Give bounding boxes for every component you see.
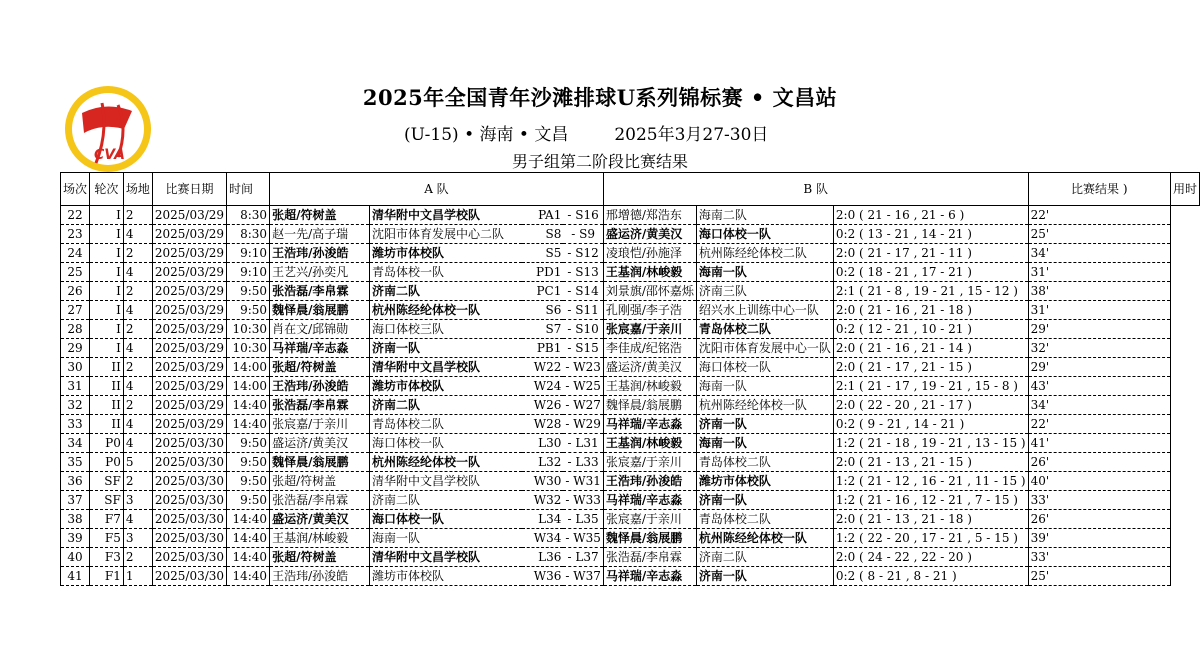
cell-match-no: 36 <box>61 472 90 491</box>
cell-team-b-code: - S11 <box>563 301 603 320</box>
cell-duration: 40' <box>1028 472 1170 491</box>
col-result: 比赛结果 ) <box>1028 173 1170 206</box>
cell-team-b-code: - W27 <box>563 396 603 415</box>
cell-team-b-players: 李佳成/纪铭浩 <box>603 339 696 358</box>
cell-team-b-players: 张浩磊/李帛霖 <box>603 548 696 567</box>
table-row <box>61 339 1200 358</box>
cell-court: 2 <box>123 358 152 377</box>
cell-time: 14:40 <box>227 415 270 434</box>
cell-team-b-name: 济南三队 <box>696 282 833 301</box>
cell-date: 2025/03/29 <box>152 301 226 320</box>
cell-duration: 22' <box>1028 206 1170 225</box>
table-row <box>61 491 1200 510</box>
cell-team-a-players: 魏怿晨/翁展鹏 <box>270 301 370 320</box>
table-row <box>61 510 1200 529</box>
cell-team-a-code: L32 <box>522 453 563 472</box>
cell-round: I <box>90 339 124 358</box>
cell-duration: 33' <box>1028 491 1170 510</box>
cell-team-a-name: 海口体校三队 <box>370 320 522 339</box>
table-row <box>61 472 1200 491</box>
cell-team-b-name: 青岛体校二队 <box>696 510 833 529</box>
cell-result: 0:2 ( 13 - 21 , 14 - 21 ) <box>833 225 1028 244</box>
cell-date: 2025/03/30 <box>152 567 226 586</box>
cell-team-b-name: 青岛体校二队 <box>696 320 833 339</box>
cell-duration: 25' <box>1028 225 1170 244</box>
cell-date: 2025/03/30 <box>152 434 226 453</box>
cell-duration: 33' <box>1028 548 1170 567</box>
cell-team-b-name: 绍兴水上训练中心一队 <box>696 301 833 320</box>
cell-team-a-players: 张浩磊/李帛霖 <box>270 396 370 415</box>
cell-result: 2:0 ( 22 - 20 , 21 - 17 ) <box>833 396 1028 415</box>
cell-team-b-players: 魏怿晨/翁展鹏 <box>603 529 696 548</box>
col-round: 轮次 <box>90 173 124 206</box>
cell-round: II <box>90 358 124 377</box>
cell-time: 14:40 <box>227 548 270 567</box>
table-row <box>61 225 1200 244</box>
cell-team-a-name: 清华附中文昌学校队 <box>370 472 522 491</box>
cell-team-a-name: 海口体校一队 <box>370 434 522 453</box>
cell-team-a-name: 清华附中文昌学校队 <box>370 548 522 567</box>
cell-court: 3 <box>123 491 152 510</box>
cell-team-b-code: - W31 <box>563 472 603 491</box>
cell-match-no: 31 <box>61 377 90 396</box>
cell-team-a-name: 杭州陈经纶体校一队 <box>370 301 522 320</box>
cell-team-b-code: - L35 <box>563 510 603 529</box>
cell-court: 2 <box>123 320 152 339</box>
cell-team-b-code: - W33 <box>563 491 603 510</box>
col-team-a: A 队 <box>270 173 604 206</box>
cell-result: 2:0 ( 21 - 16 , 21 - 18 ) <box>833 301 1028 320</box>
cell-match-no: 40 <box>61 548 90 567</box>
table-row <box>61 415 1200 434</box>
cell-team-b-code: - L33 <box>563 453 603 472</box>
table-row <box>61 301 1200 320</box>
cell-team-a-name: 海口体校一队 <box>370 510 522 529</box>
cell-team-b-players: 张宸嘉/于亲川 <box>603 453 696 472</box>
table-row <box>61 434 1200 453</box>
cell-round: I <box>90 301 124 320</box>
cell-round: F3 <box>90 548 124 567</box>
cell-team-a-code: S7 <box>522 320 563 339</box>
cell-team-a-players: 张超/符树盖 <box>270 206 370 225</box>
cell-time: 9:10 <box>227 263 270 282</box>
cell-match-no: 29 <box>61 339 90 358</box>
cell-team-a-players: 赵一先/高子瑞 <box>270 225 370 244</box>
cell-team-a-name: 海南一队 <box>370 529 522 548</box>
table-row <box>61 206 1200 225</box>
cell-duration: 38' <box>1028 282 1170 301</box>
cell-team-a-code: L34 <box>522 510 563 529</box>
cell-team-b-name: 潍坊市体校队 <box>696 472 833 491</box>
cell-match-no: 41 <box>61 567 90 586</box>
cell-result: 2:1 ( 21 - 17 , 19 - 21 , 15 - 8 ) <box>833 377 1028 396</box>
cell-court: 4 <box>123 510 152 529</box>
cell-court: 4 <box>123 377 152 396</box>
cell-team-a-name: 清华附中文昌学校队 <box>370 206 522 225</box>
cell-date: 2025/03/29 <box>152 415 226 434</box>
cell-result: 0:2 ( 8 - 21 , 8 - 21 ) <box>833 567 1028 586</box>
cell-team-b-name: 济南一队 <box>696 567 833 586</box>
results-table <box>60 172 1200 586</box>
cell-team-a-code: PA1 <box>522 206 563 225</box>
cell-court: 4 <box>123 339 152 358</box>
event-subtitle <box>404 120 768 145</box>
cell-team-a-code: W24 <box>522 377 563 396</box>
cell-team-a-code: W26 <box>522 396 563 415</box>
table-row <box>61 263 1200 282</box>
cell-team-b-players: 盛运济/黄美汉 <box>603 358 696 377</box>
cell-duration: 31' <box>1028 263 1170 282</box>
cell-team-a-players: 王基润/林峻毅 <box>270 529 370 548</box>
cell-team-a-code: L36 <box>522 548 563 567</box>
cell-date: 2025/03/29 <box>152 282 226 301</box>
cell-team-b-name: 海南一队 <box>696 377 833 396</box>
cell-team-b-players: 张宸嘉/于亲川 <box>603 510 696 529</box>
cell-team-a-name: 济南二队 <box>370 491 522 510</box>
cell-time: 8:30 <box>227 206 270 225</box>
cell-court: 4 <box>123 415 152 434</box>
cell-time: 9:50 <box>227 434 270 453</box>
cell-match-no: 28 <box>61 320 90 339</box>
cell-time: 14:00 <box>227 377 270 396</box>
cell-time: 14:00 <box>227 358 270 377</box>
cell-team-b-name: 海南一队 <box>696 263 833 282</box>
cell-match-no: 22 <box>61 206 90 225</box>
cell-team-b-name: 海南二队 <box>696 206 833 225</box>
cell-team-b-code: - W35 <box>563 529 603 548</box>
cell-time: 9:50 <box>227 472 270 491</box>
cell-team-a-name: 济南一队 <box>370 339 522 358</box>
cell-team-b-players: 马祥瑞/辛志淼 <box>603 491 696 510</box>
cell-round: I <box>90 206 124 225</box>
cell-team-b-code: - L37 <box>563 548 603 567</box>
cell-date: 2025/03/29 <box>152 206 226 225</box>
cell-court: 4 <box>123 225 152 244</box>
cell-result: 2:0 ( 21 - 16 , 21 - 14 ) <box>833 339 1028 358</box>
cell-court: 2 <box>123 548 152 567</box>
cell-team-a-name: 济南二队 <box>370 282 522 301</box>
cell-time: 9:10 <box>227 244 270 263</box>
cell-duration: 32' <box>1028 339 1170 358</box>
cell-team-a-name: 潍坊市体校队 <box>370 567 522 586</box>
cell-duration: 31' <box>1028 301 1170 320</box>
cell-round: SF <box>90 491 124 510</box>
phase-title: 男子组第二阶段比赛结果 <box>511 152 688 171</box>
table-row <box>61 529 1200 548</box>
cell-match-no: 38 <box>61 510 90 529</box>
table-row <box>61 453 1200 472</box>
cell-court: 2 <box>123 282 152 301</box>
cell-match-no: 39 <box>61 529 90 548</box>
svg-text:CVA: CVA <box>94 147 125 163</box>
cell-team-b-code: - S16 <box>563 206 603 225</box>
cell-duration: 39' <box>1028 529 1170 548</box>
cell-round: SF <box>90 472 124 491</box>
cell-team-a-players: 张超/符树盖 <box>270 472 370 491</box>
table-row <box>61 358 1200 377</box>
cell-court: 2 <box>123 396 152 415</box>
cell-team-a-players: 肖在文/邱锦勋 <box>270 320 370 339</box>
cell-team-a-name: 青岛体校二队 <box>370 415 522 434</box>
cell-match-no: 32 <box>61 396 90 415</box>
table-row <box>61 548 1200 567</box>
event-location: (U-15) • 海南 • 文昌 <box>404 125 569 145</box>
cell-result: 2:0 ( 21 - 16 , 21 - 6 ) <box>833 206 1028 225</box>
cell-match-no: 37 <box>61 491 90 510</box>
cell-team-a-players: 王艺兴/孙奕凡 <box>270 263 370 282</box>
cell-date: 2025/03/30 <box>152 472 226 491</box>
cell-team-b-code: - S13 <box>563 263 603 282</box>
cell-team-a-name: 潍坊市体校队 <box>370 377 522 396</box>
cell-duration: 29' <box>1028 320 1170 339</box>
cell-team-a-name: 潍坊市体校队 <box>370 244 522 263</box>
cell-team-b-code: - W37 <box>563 567 603 586</box>
cell-team-a-name: 青岛体校一队 <box>370 263 522 282</box>
cell-court: 2 <box>123 206 152 225</box>
cell-team-a-players: 张超/符树盖 <box>270 548 370 567</box>
cell-team-a-code: S5 <box>522 244 563 263</box>
cell-team-b-name: 济南一队 <box>696 415 833 434</box>
cell-team-b-players: 马祥瑞/辛志淼 <box>603 567 696 586</box>
cell-round: I <box>90 282 124 301</box>
cell-team-b-players: 刘景旗/邵怀嘉烁 <box>603 282 696 301</box>
cell-court: 2 <box>123 244 152 263</box>
cell-date: 2025/03/30 <box>152 510 226 529</box>
cell-time: 14:40 <box>227 567 270 586</box>
cell-match-no: 24 <box>61 244 90 263</box>
cell-result: 1:2 ( 22 - 20 , 17 - 21 , 5 - 15 ) <box>833 529 1028 548</box>
cell-team-b-code: - S12 <box>563 244 603 263</box>
cell-time: 10:30 <box>227 320 270 339</box>
cell-result: 2:1 ( 21 - 8 , 19 - 21 , 15 - 12 ) <box>833 282 1028 301</box>
cell-team-a-players: 王浩玮/孙浚皓 <box>270 377 370 396</box>
col-team-b: B 队 <box>603 173 1028 206</box>
cell-duration: 43' <box>1028 377 1170 396</box>
cell-date: 2025/03/29 <box>152 244 226 263</box>
cell-team-b-players: 邢增德/郑浩东 <box>603 206 696 225</box>
cell-team-b-players: 王基润/林峻毅 <box>603 263 696 282</box>
cell-date: 2025/03/29 <box>152 263 226 282</box>
cell-round: I <box>90 320 124 339</box>
cell-round: F7 <box>90 510 124 529</box>
cell-team-b-players: 张宸嘉/于亲川 <box>603 320 696 339</box>
cell-match-no: 35 <box>61 453 90 472</box>
cell-team-a-players: 魏怿晨/翁展鹏 <box>270 453 370 472</box>
cell-round: F1 <box>90 567 124 586</box>
cell-match-no: 26 <box>61 282 90 301</box>
cell-team-a-name: 沈阳市体育发展中心二队 <box>370 225 522 244</box>
cell-team-b-code: - W23 <box>563 358 603 377</box>
cell-date: 2025/03/29 <box>152 377 226 396</box>
cell-team-b-name: 杭州陈经纶体校二队 <box>696 244 833 263</box>
col-duration: 用时 <box>1170 173 1199 206</box>
cell-result: 1:2 ( 21 - 18 , 19 - 21 , 13 - 15 ) <box>833 434 1028 453</box>
cell-court: 3 <box>123 529 152 548</box>
cell-round: II <box>90 415 124 434</box>
cell-team-a-code: W32 <box>522 491 563 510</box>
cell-team-b-players: 王基润/林峻毅 <box>603 377 696 396</box>
cell-court: 2 <box>123 472 152 491</box>
cell-time: 14:40 <box>227 510 270 529</box>
cell-round: P0 <box>90 453 124 472</box>
cell-round: F5 <box>90 529 124 548</box>
cell-duration: 34' <box>1028 396 1170 415</box>
cell-match-no: 25 <box>61 263 90 282</box>
cell-team-b-players: 凌琅恺/孙施泽 <box>603 244 696 263</box>
cell-team-a-code: W34 <box>522 529 563 548</box>
cell-team-b-players: 孔刚强/李子浩 <box>603 301 696 320</box>
table-row <box>61 244 1200 263</box>
cell-team-b-players: 马祥瑞/辛志淼 <box>603 415 696 434</box>
cell-team-b-players: 王基润/林峻毅 <box>603 434 696 453</box>
cell-team-a-players: 盛运济/黄美汉 <box>270 434 370 453</box>
cell-team-a-players: 盛运济/黄美汉 <box>270 510 370 529</box>
cell-round: II <box>90 377 124 396</box>
cell-time: 9:50 <box>227 453 270 472</box>
cell-team-b-name: 沈阳市体育发展中心一队 <box>696 339 833 358</box>
cell-duration: 26' <box>1028 453 1170 472</box>
cell-result: 1:2 ( 21 - 12 , 16 - 21 , 11 - 15 ) <box>833 472 1028 491</box>
cell-match-no: 27 <box>61 301 90 320</box>
cell-team-a-players: 张超/符树盖 <box>270 358 370 377</box>
cell-team-b-name: 济南二队 <box>696 548 833 567</box>
cell-duration: 34' <box>1028 244 1170 263</box>
cell-team-b-code: - S14 <box>563 282 603 301</box>
cell-result: 2:0 ( 21 - 13 , 21 - 15 ) <box>833 453 1028 472</box>
cell-team-b-code: - S15 <box>563 339 603 358</box>
cell-team-b-players: 王浩玮/孙浚皓 <box>603 472 696 491</box>
cell-match-no: 34 <box>61 434 90 453</box>
cell-match-no: 23 <box>61 225 90 244</box>
table-header-row <box>61 173 1200 206</box>
cell-round: P0 <box>90 434 124 453</box>
cell-court: 4 <box>123 301 152 320</box>
table-row <box>61 396 1200 415</box>
cell-team-a-players: 张浩磊/李帛霖 <box>270 491 370 510</box>
col-court: 场地 <box>123 173 152 206</box>
cell-round: I <box>90 263 124 282</box>
cell-team-b-code: - W29 <box>563 415 603 434</box>
cell-date: 2025/03/29 <box>152 320 226 339</box>
cell-time: 10:30 <box>227 339 270 358</box>
cell-team-b-code: - S9 <box>563 225 603 244</box>
cell-team-a-code: PC1 <box>522 282 563 301</box>
cell-result: 2:0 ( 21 - 17 , 21 - 15 ) <box>833 358 1028 377</box>
cell-team-a-code: S6 <box>522 301 563 320</box>
cell-team-b-name: 青岛体校二队 <box>696 453 833 472</box>
cell-duration: 29' <box>1028 358 1170 377</box>
cell-team-a-code: PB1 <box>522 339 563 358</box>
cell-team-a-players: 张宸嘉/于亲川 <box>270 415 370 434</box>
cell-team-b-code: - S10 <box>563 320 603 339</box>
cell-result: 2:0 ( 21 - 13 , 21 - 18 ) <box>833 510 1028 529</box>
page-title: 2025年全国青年沙滩排球U系列锦标赛 • 文昌站 <box>362 85 838 110</box>
cell-team-a-name: 杭州陈经纶体校一队 <box>370 453 522 472</box>
cell-team-b-name: 海口体校一队 <box>696 358 833 377</box>
cell-duration: 26' <box>1028 510 1170 529</box>
cell-team-a-code: W28 <box>522 415 563 434</box>
cell-time: 8:30 <box>227 225 270 244</box>
cell-team-a-code: PD1 <box>522 263 563 282</box>
cell-team-a-players: 王浩玮/孙浚皓 <box>270 244 370 263</box>
cell-duration: 25' <box>1028 567 1170 586</box>
cell-team-a-code: W30 <box>522 472 563 491</box>
cell-team-a-code: W36 <box>522 567 563 586</box>
cell-team-a-name: 清华附中文昌学校队 <box>370 358 522 377</box>
cell-duration: 22' <box>1028 415 1170 434</box>
cell-date: 2025/03/29 <box>152 225 226 244</box>
cell-team-a-players: 王浩玮/孙浚皓 <box>270 567 370 586</box>
cell-time: 14:40 <box>227 529 270 548</box>
cell-team-b-name: 海口体校一队 <box>696 225 833 244</box>
cell-court: 4 <box>123 263 152 282</box>
cell-time: 9:50 <box>227 282 270 301</box>
cell-round: I <box>90 225 124 244</box>
cell-time: 9:50 <box>227 301 270 320</box>
cell-team-b-players: 魏怿晨/翁展鹏 <box>603 396 696 415</box>
cell-result: 2:0 ( 21 - 17 , 21 - 11 ) <box>833 244 1028 263</box>
cell-date: 2025/03/30 <box>152 491 226 510</box>
col-date: 比赛日期 <box>152 173 226 206</box>
cell-court: 1 <box>123 567 152 586</box>
cell-team-a-players: 马祥瑞/辛志淼 <box>270 339 370 358</box>
cell-team-b-code: - W25 <box>563 377 603 396</box>
cell-date: 2025/03/29 <box>152 396 226 415</box>
cell-team-a-players: 张浩磊/李帛霖 <box>270 282 370 301</box>
cell-time: 14:40 <box>227 396 270 415</box>
cell-date: 2025/03/29 <box>152 339 226 358</box>
cell-round: II <box>90 396 124 415</box>
cell-team-b-code: - L31 <box>563 434 603 453</box>
col-match-no: 场次 <box>61 173 90 206</box>
table-row <box>61 320 1200 339</box>
cell-result: 0:2 ( 9 - 21 , 14 - 21 ) <box>833 415 1028 434</box>
cell-duration: 41' <box>1028 434 1170 453</box>
cell-team-b-name: 杭州陈经纶体校一队 <box>696 529 833 548</box>
cell-team-a-code: W22 <box>522 358 563 377</box>
cell-team-a-name: 济南二队 <box>370 396 522 415</box>
table-row <box>61 567 1200 586</box>
cell-match-no: 30 <box>61 358 90 377</box>
cell-date: 2025/03/29 <box>152 358 226 377</box>
cell-team-b-name: 济南一队 <box>696 491 833 510</box>
cell-team-b-name: 杭州陈经纶体校一队 <box>696 396 833 415</box>
event-date: 2025年3月27-30日 <box>614 125 769 145</box>
cell-result: 0:2 ( 12 - 21 , 10 - 21 ) <box>833 320 1028 339</box>
cell-team-a-code: S8 <box>522 225 563 244</box>
cell-result: 1:2 ( 21 - 16 , 12 - 21 , 7 - 15 ) <box>833 491 1028 510</box>
cell-team-b-players: 盛运济/黄美汉 <box>603 225 696 244</box>
table-row <box>61 282 1200 301</box>
cell-date: 2025/03/30 <box>152 548 226 567</box>
cell-result: 2:0 ( 24 - 22 , 22 - 20 ) <box>833 548 1028 567</box>
cell-round: I <box>90 244 124 263</box>
cell-date: 2025/03/30 <box>152 453 226 472</box>
cell-team-a-code: L30 <box>522 434 563 453</box>
table-row <box>61 377 1200 396</box>
col-time: 时间 <box>227 173 270 206</box>
cell-match-no: 33 <box>61 415 90 434</box>
cell-date: 2025/03/30 <box>152 529 226 548</box>
cell-time: 9:50 <box>227 491 270 510</box>
cell-team-b-name: 海南一队 <box>696 434 833 453</box>
cell-court: 5 <box>123 453 152 472</box>
cell-court: 4 <box>123 434 152 453</box>
cell-result: 0:2 ( 18 - 21 , 17 - 21 ) <box>833 263 1028 282</box>
